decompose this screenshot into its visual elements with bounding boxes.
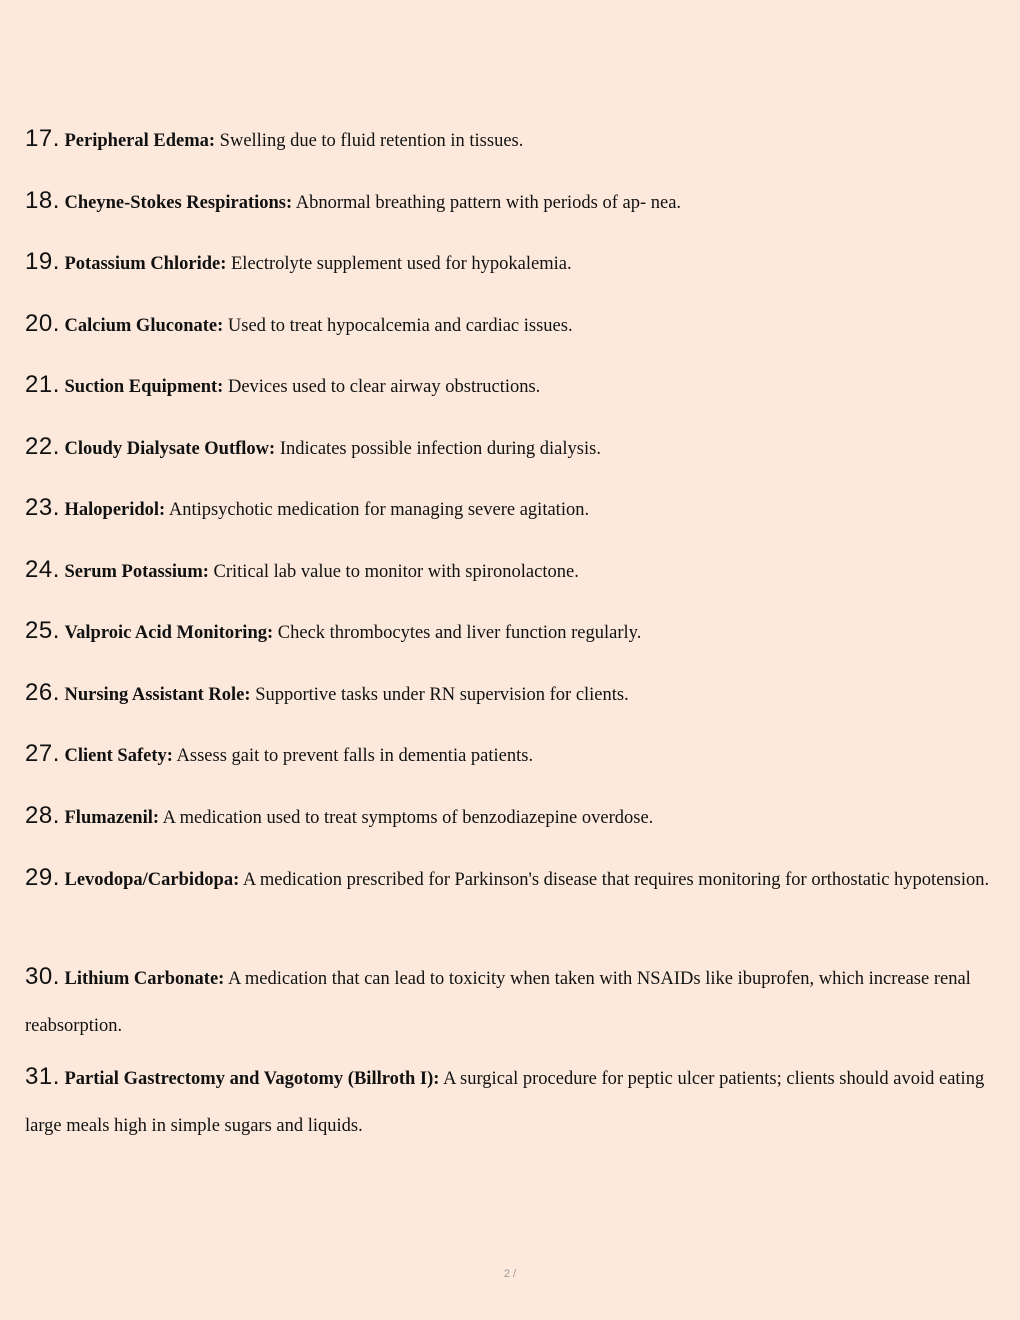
list-item [25,115,990,165]
item-description: Indicates possible infection during dialysis. [279,439,601,459]
list-item [25,238,990,288]
item-description: Critical lab value to monitor with spironolactone. [213,562,579,582]
item-term: Client Safety: [64,746,173,766]
list-item [25,854,990,904]
item-term: Nursing Assistant Role: [64,685,251,705]
page-number: 2 / [503,1268,517,1280]
item-term: Haloperidol: [64,500,166,520]
item-term: Valproic Acid Monitoring: [64,623,274,643]
item-description: Check thrombocytes and liver function regularly. [277,623,642,643]
list-item [25,607,990,657]
item-term: Serum Potassium: [64,562,209,582]
item-description: Antipsychotic medication for managing severe agitation. [168,500,590,520]
list-item [25,546,990,596]
item-number: 25. [25,617,60,644]
list-item [25,1053,990,1150]
list-item [25,423,990,473]
document-page [25,0,990,1320]
item-term: Levodopa/Carbidopa: [64,870,240,890]
item-number: 17. [25,125,60,152]
item-number: 18. [25,187,60,214]
list-item [25,730,990,780]
list-item [25,300,990,350]
item-number: 26. [25,679,60,706]
item-number: 29. [25,864,60,891]
item-term: Calcium Gluconate: [64,316,224,336]
item-term: Partial Gastrectomy and Vagotomy (Billroth I): [64,1069,440,1089]
item-description: Assess gait to prevent falls in dementia patients. [176,746,534,766]
item-number: 21. [25,371,60,398]
item-description: A medication that can lead to toxicity when taken with NSAIDs like ibuprofen, which increase renal reabsorption. [25,969,971,1036]
item-term: Cloudy Dialysate Outflow: [64,439,276,459]
item-term: Lithium Carbonate: [64,969,225,989]
list-item [25,792,990,842]
list-item [25,177,990,227]
item-description: Electrolyte supplement used for hypokalemia. [231,254,572,274]
item-number: 19. [25,248,60,275]
item-description: A surgical procedure for peptic ulcer patients; clients should avoid eating large meals high in simple sugars and liquids. [25,1069,985,1136]
item-number: 28. [25,802,60,829]
item-description: Abnormal breathing pattern with periods of ap- nea. [295,193,682,213]
list-item [25,484,990,534]
item-number: 22. [25,433,60,460]
item-description: Used to treat hypocalcemia and cardiac issues. [227,316,573,336]
item-term: Suction Equipment: [64,377,224,397]
list-item [25,669,990,719]
item-number: 23. [25,494,60,521]
item-number: 20. [25,310,60,337]
item-term: Cheyne-Stokes Respirations: [64,193,293,213]
item-number: 31. [25,1063,60,1090]
item-number: 27. [25,740,60,767]
item-description: A medication used to treat symptoms of benzodiazepine overdose. [162,808,654,828]
item-description: Swelling due to fluid retention in tissues. [219,131,524,151]
item-number: 30. [25,963,60,990]
item-description: Devices used to clear airway obstructions. [227,377,541,397]
list-item [25,953,990,1050]
item-number: 24. [25,556,60,583]
list-item [25,361,990,411]
item-description: Supportive tasks under RN supervision for clients. [255,685,629,705]
item-term: Peripheral Edema: [64,131,216,151]
item-term: Flumazenil: [64,808,160,828]
item-description: A medication prescribed for Parkinson's disease that requires monitoring for orthostatic hypotension. [242,870,990,890]
item-term: Potassium Chloride: [64,254,227,274]
